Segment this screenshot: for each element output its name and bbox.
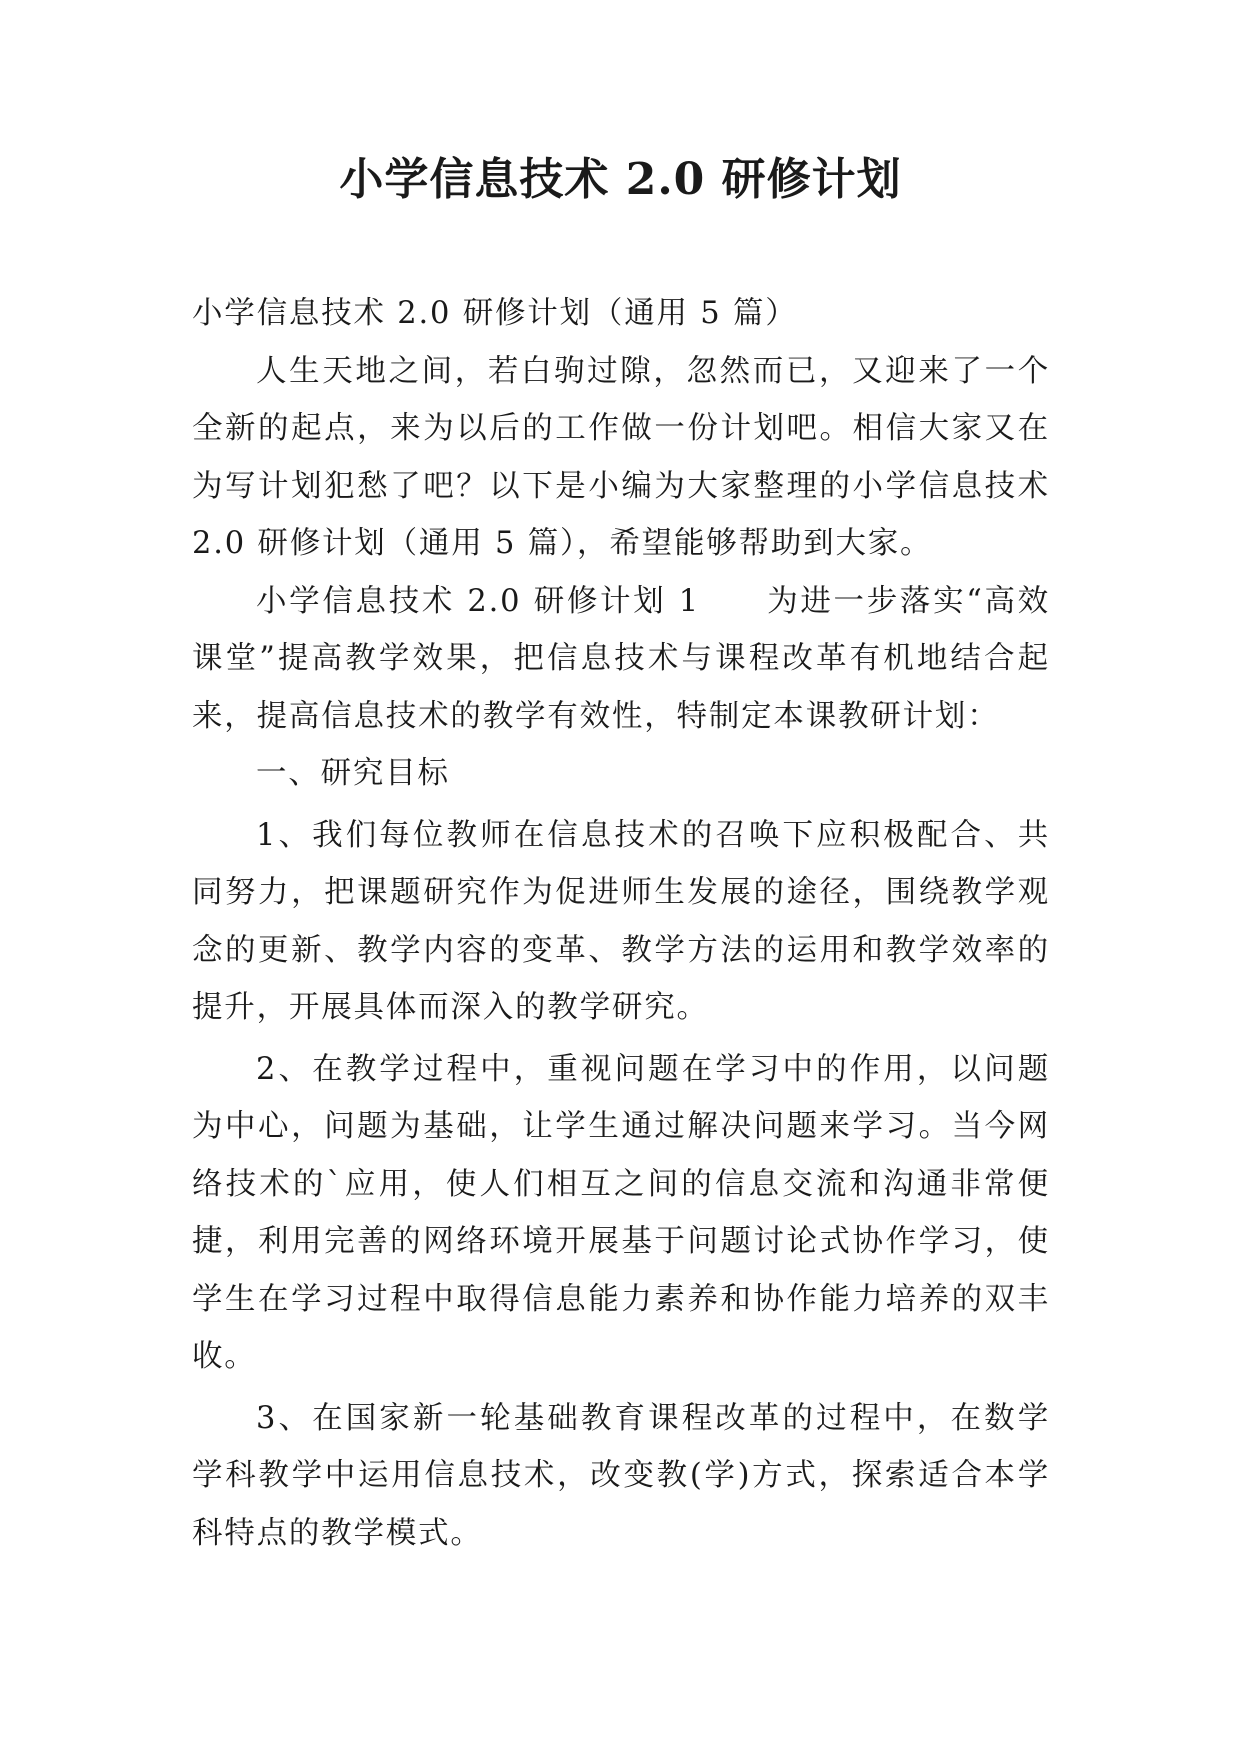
goal-2-paragraph: 2、在教学过程中，重视问题在学习中的作用，以问题为中心，问题为基础，让学生通过解决问题来学习。当今网络技术的`应用，使人们相互之间的信息交流和沟通非常便捷，利用完善的网络环境开展基于问题讨论式协作学习，使学生在学习过程中取得信息能力素养和协作能力培养的双丰收。	[192, 1051, 1050, 1374]
document-body	[192, 285, 1050, 1562]
intro-paragraph: 人生天地之间，若白驹过隙，忽然而已，又迎来了一个全新的起点，来为以后的工作做一份计划吧。相信大家又在为写计划犯愁了吧？以下是小编为大家整理的小学信息技术 2.0 研修计划（通用 5 篇），希望能够帮助到大家。	[192, 353, 1050, 561]
goal-3-paragraph: 3、在国家新一轮基础教育课程改革的过程中，在数学学科教学中运用信息技术，改变教(学)方式，探索适合本学科特点的教学模式。	[192, 1400, 1050, 1551]
subtitle-paragraph: 小学信息技术 2.0 研修计划（通用 5 篇）	[192, 296, 798, 331]
document-title: 小学信息技术 2.0 研修计划	[339, 154, 902, 205]
goal-1-paragraph: 1、我们每位教师在信息技术的召唤下应积极配合、共同努力，把课题研究作为促进师生发展的途径，围绕教学观念的更新、教学内容的变革、教学方法的运用和教学效率的提升，开展具体而深入的教学研究。	[192, 817, 1050, 1025]
section-heading: 一、研究目标	[256, 756, 450, 791]
plan-1-paragraph: 小学信息技术 2.0 研修计划 1 为进一步落实“高效课堂”提高教学效果，把信息技术与课程改革有机地结合起来，提高信息技术的教学有效性，特制定本课教研计划：	[192, 583, 1050, 734]
